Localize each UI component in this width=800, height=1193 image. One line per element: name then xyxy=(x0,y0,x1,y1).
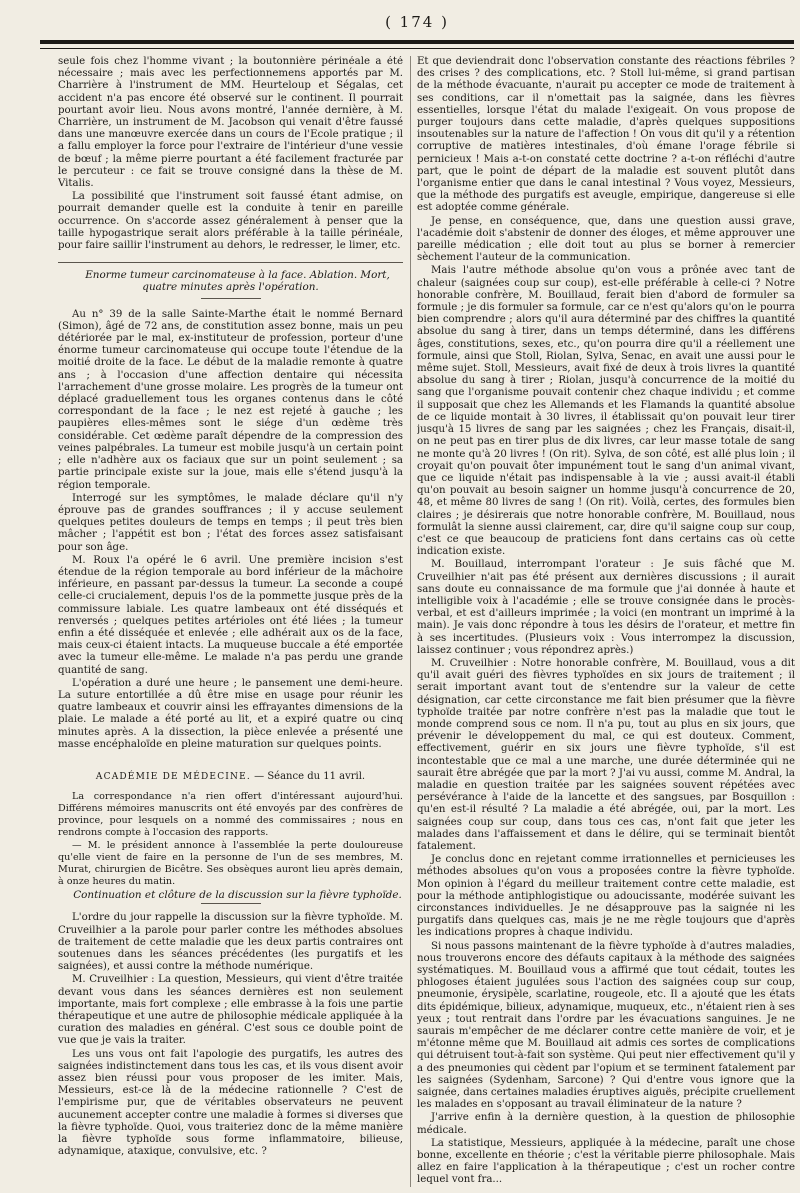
lithotrity-paragraph: seule fois chez l'homme vivant ; la boutonnière périnéale a été nécessaire ; mais avec les perfectionnemens apportés par M. Charrière à l'instrument de MM. Heurteloup et Ségalas, cet accident n'a pas encore été observé sur le continent. Il pourrait pourtant avoir lieu. Nous avons montré, l'année dernière, à M. Charrière, un instrument de M. Jacobson qui venait d'être faussé dans une manœuvre exercée dans un cours de l'Ecole pratique ; il a fallu employer la force pour l'extraire de l'intérieur d'une vessie de bœuf ; la même pierre pourtant a été facilement fracturée par le percuteur : ce fait se trouve consigné dans la thèse de M. Vitalis. xyxy=(58,56,403,190)
academy-label: ACADÉMIE DE MÉDECINE. xyxy=(95,771,251,782)
discussion-paragraph: L'ordre du jour rappelle la discussion sur la fièvre typhoïde. M. Cruveilhier a la parole pour parler contre les méthodes absolues de traitement de cette maladie que les deux partis contraires ont soutenues dans les séances précédentes (les purgatifs et les saignées), et aussi contre la méthode numérique. xyxy=(58,912,403,973)
right-column xyxy=(417,56,795,1187)
page-header xyxy=(40,12,794,36)
speech-paragraph: Je conclus donc en rejetant comme irrationnelles et pernicieuses les méthodes absolues qu'on vous a proposées contre la fièvre typhoïde. Mon opinion à l'égard du meilleur traitement contre cette maladie, est pour la méthode antiphlogistique ou adoucissante, modérée suivant les circonstances individuelles. Je ne désapprouve pas la saignée ni les purgatifs dans quelques cas, mais je ne me règle toujours que d'après les indications propres à chaque individu. xyxy=(417,854,795,939)
section-separator xyxy=(58,262,403,263)
page-number: ( 174 ) xyxy=(385,13,449,31)
academy-date: — Séance du 11 avril. xyxy=(254,770,366,782)
academy-heading xyxy=(58,771,403,783)
header-rule-thick xyxy=(40,40,794,44)
speech-paragraph: Si nous passons maintenant de la fièvre typhoïde à d'autres maladies, nous trouverons encore des défauts capitaux à la méthode des saignées systématiques. M. Bouillaud vous a affirmé que tout cédait, toutes les phlogoses étaient jugulées sous l'action des saignées coup sur coup, pneumonie, érysipèle, scarlatine, rougeole, etc. Il a ajouté que les états dits épidémique, bilieux, adynamique, muqueux, etc., n'étaient rien à ses yeux ; tout rentrait dans l'ordre par les évacuations sanguines. Je ne saurais m'empêcher de me déclarer contre cette manière de voir, et je m'étonne même que M. Bouillaud ait admis ces sortes de complications qui détruisent tout-à-fait son système. Qui peut nier effectivement qu'il y a des pneumonies qui cèdent par l'opium et se terminent fatalement par les saignées (Sydenham, Sarcone) ? Qui d'entre vous ignore que la saignée, dans certaines maladies éruptives aiguës, précipite cruellement les malades en s'opposant au travail éliminateur de la nature ? xyxy=(417,940,795,1111)
speech-paragraph: Mais l'autre méthode absolue qu'on vous a prônée avec tant de chaleur (saignées coup sur coup), est-elle préférable à celle-ci ? Notre honorable confrère, M. Bouillaud, ferait bien d'abord de formuler sa formule ; je dis formuler sa formule, car ce n'est qu'alors qu'on le pourra bien comprendre ; alors qu'il aura déterminé par des chiffres la quantité absolue du sang à tirer, dans un temps déterminé, dans les différens âges, constitutions, sexes, etc., qu'on pourra dire qu'il a réellement une formule, ainsi que Stoll, Riolan, Sylva, Senac, en avait une aussi pour le même sujet. Stoll, Messieurs, avait fixé de deux à trois livres la quantité absolue du sang à tirer ; Riolan, jusqu'à concurrence de la moitié du sang que l'organisme pouvait contenir chez chaque individu ; et comme il supposait que chez les Allemands et les Flamands la quantité absolue de ce liquide montait à 30 livres, il établissait qu'on pouvait leur tirer jusqu'à 15 livres de sang par les saignées ; chez les Français, disait-il, on ne peut pas en tirer plus de dix livres, car leur masse totale de sang ne monte qu'à 20 livres ! (On rit). Sylva, de son côté, est allé plus loin ; il croyait qu'on pouvait ôter impunément tout le sang d'un animal vivant, que ce liquide n'était pas indispensable à la vie ; aussi avait-il établi qu'on pouvait au besoin saigner un homme jusqu'à concurrence de 20, 48, et même 80 livres de sang ! (On rit). Voilà, certes, des formules bien claires ; je désirerais que notre honorable confrère, M. Bouillaud, nous formulât la sienne aussi clairement, car, dire qu'il saigne coup sur coup, c'est ce que beaucoup de praticiens font dans certains cas où cette indication existe. xyxy=(417,265,795,558)
speech-paragraph: Et que deviendrait donc l'observation constante des réactions fébriles ? des crises ? des complications, etc. ? Stoll lui-même, si grand partisan de la méthode évacuante, n'aurait pu accepter ce mode de traitement à ses conditions, car il n'omettait pas la saignée, dans les fièvres essentielles, lorsque l'état du malade l'exigeait. On vous propose de purger toujours dans cette maladie, d'après quelques suppositions insoutenables sur la nature de l'affection ! On vous dit qu'il y a rétention corruptive de matières intestinales, d'où émane l'orage fébrile si pernicieux ! Mais a-t-on constaté cette doctrine ? a-t-on réfléchi d'autre part, que le point de départ de la maladie est souvent plutôt dans l'organisme entier que dans le canal intestinal ? Vous voyez, Messieurs, que la méthode des purgatifs est aveugle, empirique, dangereuse si elle est adoptée comme générale. xyxy=(417,56,795,214)
speech-paragraph: Je pense, en conséquence, que, dans une question aussi grave, l'académie doit s'abstenir de donner des éloges, et même approuver une pareille médication ; elle doit tout au plus se borner à remercier sèchement l'auteur de la communication. xyxy=(417,215,795,264)
left-column xyxy=(58,56,403,1187)
case-paragraph: M. Roux l'a opéré le 6 avril. Une première incision s'est étendue de la région temporale au bord inférieur de la mâchoire inférieure, en passant par-dessus la tumeur. La seconde a coupé celle-ci crucialement, depuis l'os de la pommette jusque près de la commissure labiale. Les quatre lambeaux ont été disséqués et renversés ; quelques petites artérioles ont été liées ; la tumeur enfin a été disséquée et enlevée ; elle adhérait aux os de la face, mais ceux-ci étaient intacts. La muqueuse buccale a été emportée avec la tumeur elle-même. Le malade n'a pas perdu une grande quantité de sang. xyxy=(58,554,403,676)
speech-paragraph: J'arrive enfin à la dernière question, à la question de philosophie médicale. xyxy=(417,1112,795,1136)
discussion-title: Continuation et clôture de la discussion sur la fièvre typhoïde. xyxy=(73,889,402,902)
title-underline xyxy=(201,298,261,299)
discussion-paragraph: M. Cruveilhier : La question, Messieurs, qui vient d'être traitée devant vous dans les séances dernières est non seulement importante, mais fort complexe ; elle embrasse à la fois une partie thérapeutique et une autre de philosophie médicale appliquée à la curation des maladies en général. C'est sous ce double point de vue que je vais la traiter. xyxy=(58,974,403,1047)
speech-paragraph: M. Bouillaud, interrompant l'orateur : Je suis fâché que M. Cruveilhier n'ait pas été présent aux dernières discussions ; il aurait sans doute eu connaissance de ma formule que j'ai donnée à haute et intelligible voix à l'académie ; elle se trouve consignée dans le procès-verbal, et est d'ailleurs imprimée ; la voici (en montrant un imprimé à la main). Je vais donc répondre à tous les désirs de l'orateur, et mettre fin à ses incertitudes. (Plusieurs voix : Vous interrompez la discussion, laissez continuer ; vous répondrez après.) xyxy=(417,559,795,656)
speech-paragraph: M. Cruveilhier : Notre honorable confrère, M. Bouillaud, vous a dit qu'il avait guéri des fièvres typhoïdes en six jours de traitement ; il serait important avant tout de s'entendre sur la valeur de cette désignation, car cette circonstance me fait bien présumer que la fièvre typhoïde traitée par notre confrère n'est pas la maladie que tout le monde comprend sous ce nom. Il n'a pu, tout au plus en six jours, que prévenir le développement du mal, ce qui est douteux. Comment, effectivement, guérir en six jours une fièvre typhoïde, s'il est incontestable que ce mal a une marche, une durée déterminée qui ne saurait être abrégée que par la mort ? J'ai vu aussi, comme M. Andral, la maladie en question traitée par les saignées souvent répétées avec persévérance à l'aide de la lancette et des sangsues, par Bosquillon : qu'en est-il résulté ? La maladie a été abrégée, oui, par la mort. Les saignées coup sur coup, dans tous ces cas, n'ont fait que jeter les malades dans l'affaissement et dans le délire, qui se terminait bientôt fatalement. xyxy=(417,657,795,852)
case-paragraph: Interrogé sur les symptômes, le malade déclare qu'il n'y éprouve pas de grandes souffrances ; il y accuse seulement quelques petites douleurs de temps en temps ; il peut très bien mâcher ; l'appétit est bon ; l'état des forces assez satisfaisant pour son âge. xyxy=(58,492,403,553)
column-divider xyxy=(410,56,411,1187)
academy-paragraph: — M. le président annonce à l'assemblée la perte douloureuse qu'elle vient de faire en la personne de l'un de ses membres, M. Murat, chirurgien de Bicêtre. Ses obsèques auront lieu après demain, à onze heures du matin. xyxy=(58,840,403,888)
case-paragraph: L'opération a duré une heure ; le pansement une demi-heure. La suture entortillée a dû être mise en usage pour réunir les quatre lambeaux et couvrir ainsi les effrayantes dimensions de la plaie. Le malade a été porté au lit, et a expiré quatre ou cinq minutes après. A la dissection, la pièce enlevée a présenté une masse encéphaloïde en pleine maturation sur quelques points. xyxy=(58,677,403,750)
case-paragraph: Au n° 39 de la salle Sainte-Marthe était le nommé Bernard (Simon), âgé de 72 ans, de constitution assez bonne, mais un peu détériorée par le mal, ex-instituteur de profession, porteur d'une énorme tumeur carcinomateuse qui occupe toute l'étendue de la moitié droite de la face. Le début de la maladie remonte à quatre ans ; à l'occasion d'une affection dentaire qui nécessita l'arrachement d'une grosse molaire. Les progrès de la tumeur ont déplacé graduellement tous les organes contenus dans le côté correspondant de la face ; le nez est rejeté à gauche ; les paupières elles-mêmes sont le siége d'un œdème très considérable. Cet œdème paraît dépendre de la compression des veines palpébrales. La tumeur est mobile jusqu'à un certain point ; elle n'adhère aux os faciaux que sur un point seulement ; sa partie principale existe sur la joue, mais elle s'étend jusqu'à la région temporale. xyxy=(58,308,403,491)
discussion-paragraph: Les uns vous ont fait l'apologie des purgatifs, les autres des saignées indistinctement dans tous les cas, et ils vous disent avoir assez bien réussi pour vous proposer de les imiter. Mais, Messieurs, est-ce là de la médecine rationnelle ? C'est de l'empirisme pur, que de véritables observateurs ne peuvent aucunement accepter contre une maladie à formes si diverses que la fièvre typhoïde. Quoi, vous traiteriez donc de la même manière la fièvre typhoïde sous forme inflammatoire, bilieuse, adynamique, ataxique, convulsive, etc. ? xyxy=(58,1048,403,1158)
speech-paragraph: La statistique, Messieurs, appliquée à la médecine, paraît une chose bonne, excellente en théorie ; c'est la véritable pierre philosophale. Mais allez en faire l'application à la thérapeutique ; c'est un rocher contre lequel vont fra... xyxy=(417,1137,795,1186)
header-rule-thin xyxy=(40,48,794,49)
title-underline xyxy=(201,903,261,904)
lithotrity-paragraph: La possibilité que l'instrument soit faussé étant admise, on pourrait demander quelle est la conduite à tenir en pareille occurrence. On s'accorde assez généralement à penser que la taille hypogastrique serait alors préférable à la taille périnéale, pour faire saillir l'instrument au dehors, le redresser, le limer, etc. xyxy=(58,191,403,252)
academy-paragraph: La correspondance n'a rien offert d'intéressant aujourd'hui. Différens mémoires manuscrits ont été envoyés par des confrères de province, pour lesquels on a nommé des commissaires ; nous en rendrons compte à l'occasion des rapports. xyxy=(58,791,403,839)
case-title: Enorme tumeur carcinomateuse à la face. Ablation. Mort, quatre minutes après l'opération. xyxy=(85,269,390,294)
